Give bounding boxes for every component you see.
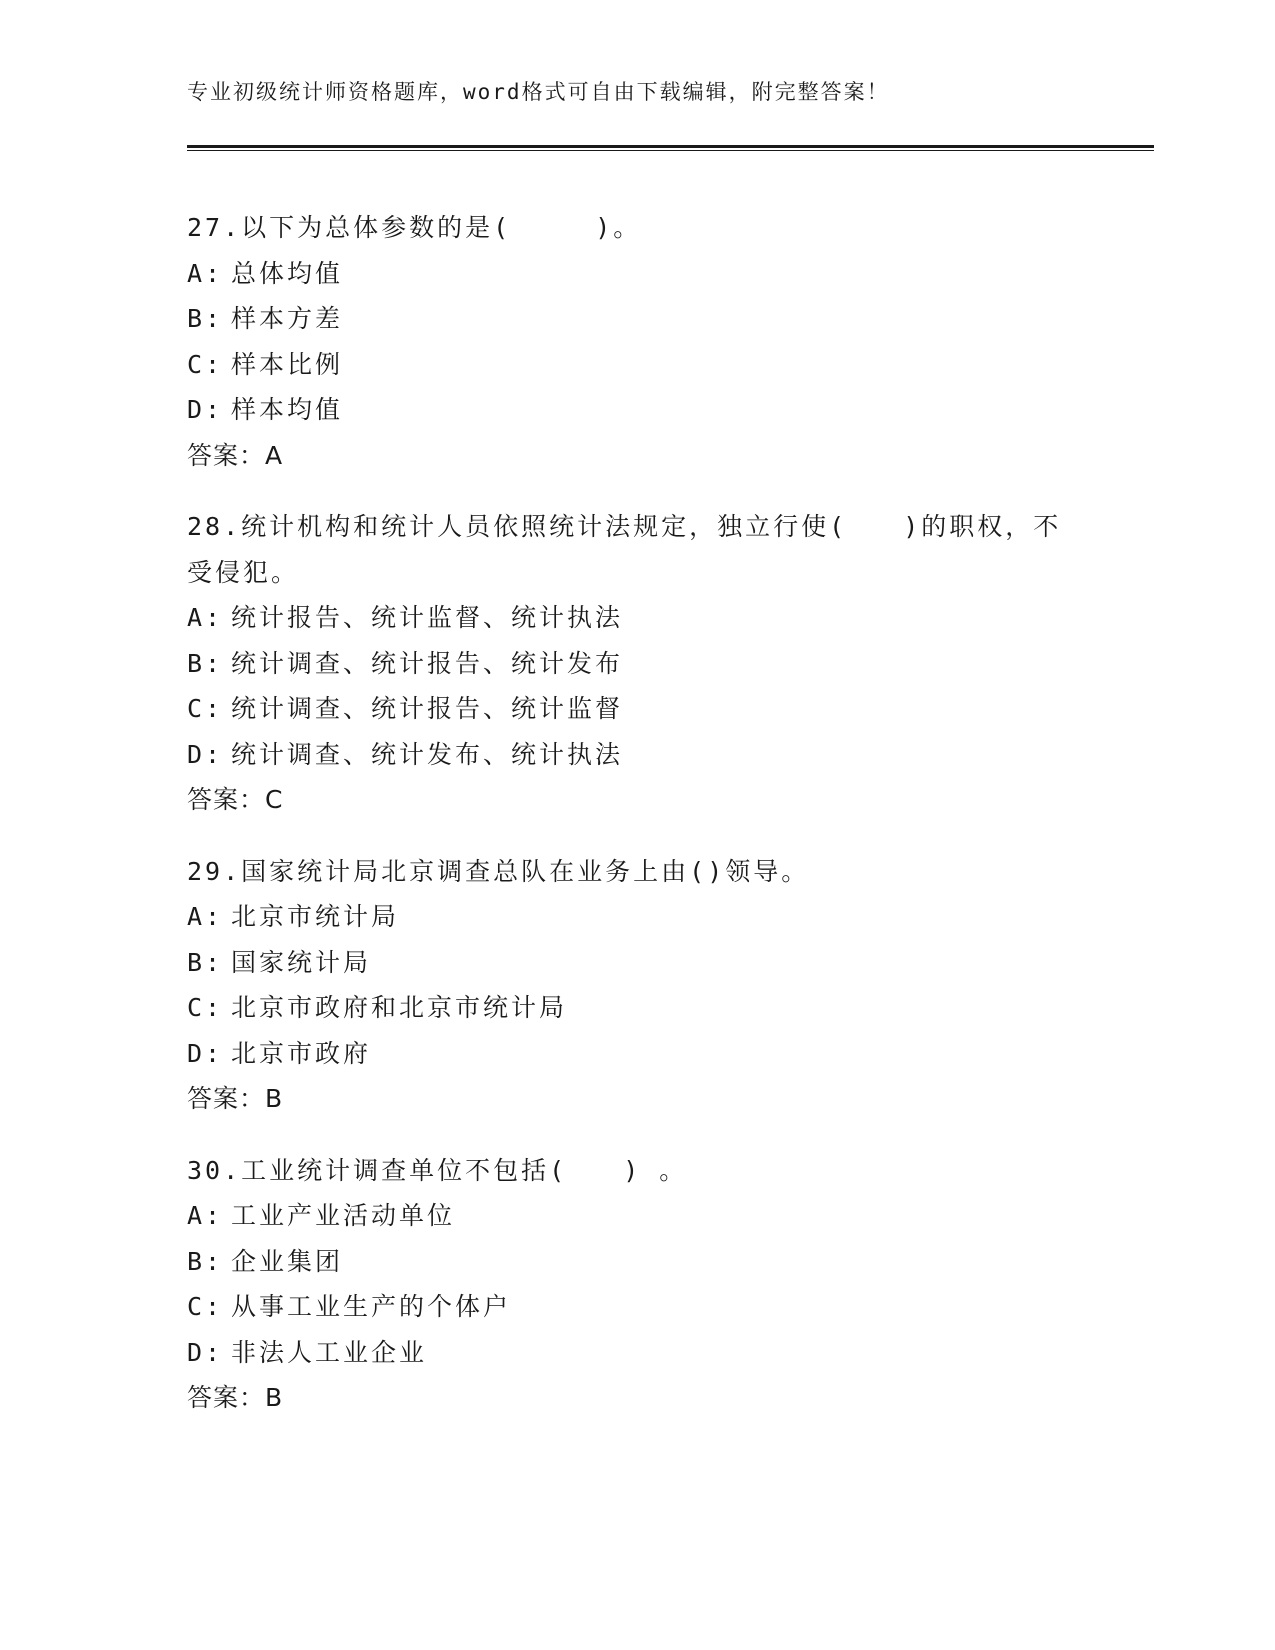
option-text: 统计调查、统计报告、统计监督 [231,694,624,723]
option-text: 国家统计局 [231,947,372,977]
option-letter: A: [187,902,224,931]
option-text: 北京市政府 [231,1038,372,1068]
option-c [187,686,1087,732]
option-letter: D: [187,1038,224,1068]
option-text: 非法人工业企业 [231,1337,428,1367]
answer-text: 答案：A [187,440,284,470]
option-text: 工业产业活动单位 [231,1201,456,1230]
question-29 [187,849,1087,1122]
option-letter: C: [187,1292,224,1321]
option-text: 统计调查、统计报告、统计发布 [231,648,624,678]
option-text: 样本比例 [231,349,344,379]
question-stem: 29.国家统计局北京调查总队在业务上由()领导。 [187,856,810,886]
option-text: 从事工业生产的个体户 [231,1292,512,1321]
option-b [187,1239,1087,1285]
option-letter: D: [187,395,224,424]
question-stem: 28.统计机构和统计人员依照统计法规定，独立行使( )的职权，不受侵犯。 [187,512,1062,587]
option-letter: D: [187,1337,224,1367]
option-b [187,296,1087,342]
option-text: 统计报告、统计监督、统计执法 [231,603,624,632]
answer-text: 答案：B [187,1383,284,1412]
question-30 [187,1148,1087,1421]
option-text: 总体均值 [231,258,344,288]
header-divider-thin [187,150,1154,151]
option-letter: C: [187,993,224,1022]
option-a [187,595,1087,641]
option-a [187,894,1087,940]
question-28 [187,504,1087,823]
option-letter: A: [187,1201,224,1230]
option-text: 企业集团 [231,1246,344,1276]
option-d [187,1330,1087,1376]
option-letter: B: [187,648,224,678]
option-a [187,251,1087,297]
option-b [187,940,1087,986]
answer-text: 答案：B [187,1084,284,1113]
question-stem: 27.以下为总体参数的是( )。 [187,213,642,242]
option-text: 样本均值 [231,395,344,424]
option-letter: C: [187,694,224,723]
option-letter: B: [187,304,224,333]
answer-text: 答案：C [187,785,284,814]
option-letter: B: [187,947,224,977]
header-divider-thick [187,145,1154,148]
page-header: 专业初级统计师资格题库，word格式可自由下载编辑，附完整答案！ [187,80,890,104]
option-letter: A: [187,603,224,632]
question-list [187,205,1087,1447]
option-d [187,1031,1087,1077]
option-c [187,1284,1087,1330]
option-c [187,342,1087,388]
option-text: 样本方差 [231,304,344,333]
option-text: 统计调查、统计发布、统计执法 [231,739,624,769]
option-a [187,1193,1087,1239]
option-text: 北京市政府和北京市统计局 [231,993,568,1022]
option-d [187,387,1087,433]
option-letter: B: [187,1246,224,1276]
option-d [187,732,1087,778]
option-c [187,985,1087,1031]
question-stem: 30.工业统计调查单位不包括( ) 。 [187,1155,688,1185]
option-b [187,641,1087,687]
option-letter: C: [187,349,224,379]
option-letter: D: [187,739,224,769]
option-letter: A: [187,258,224,288]
option-text: 北京市统计局 [231,902,400,931]
question-27 [187,205,1087,478]
